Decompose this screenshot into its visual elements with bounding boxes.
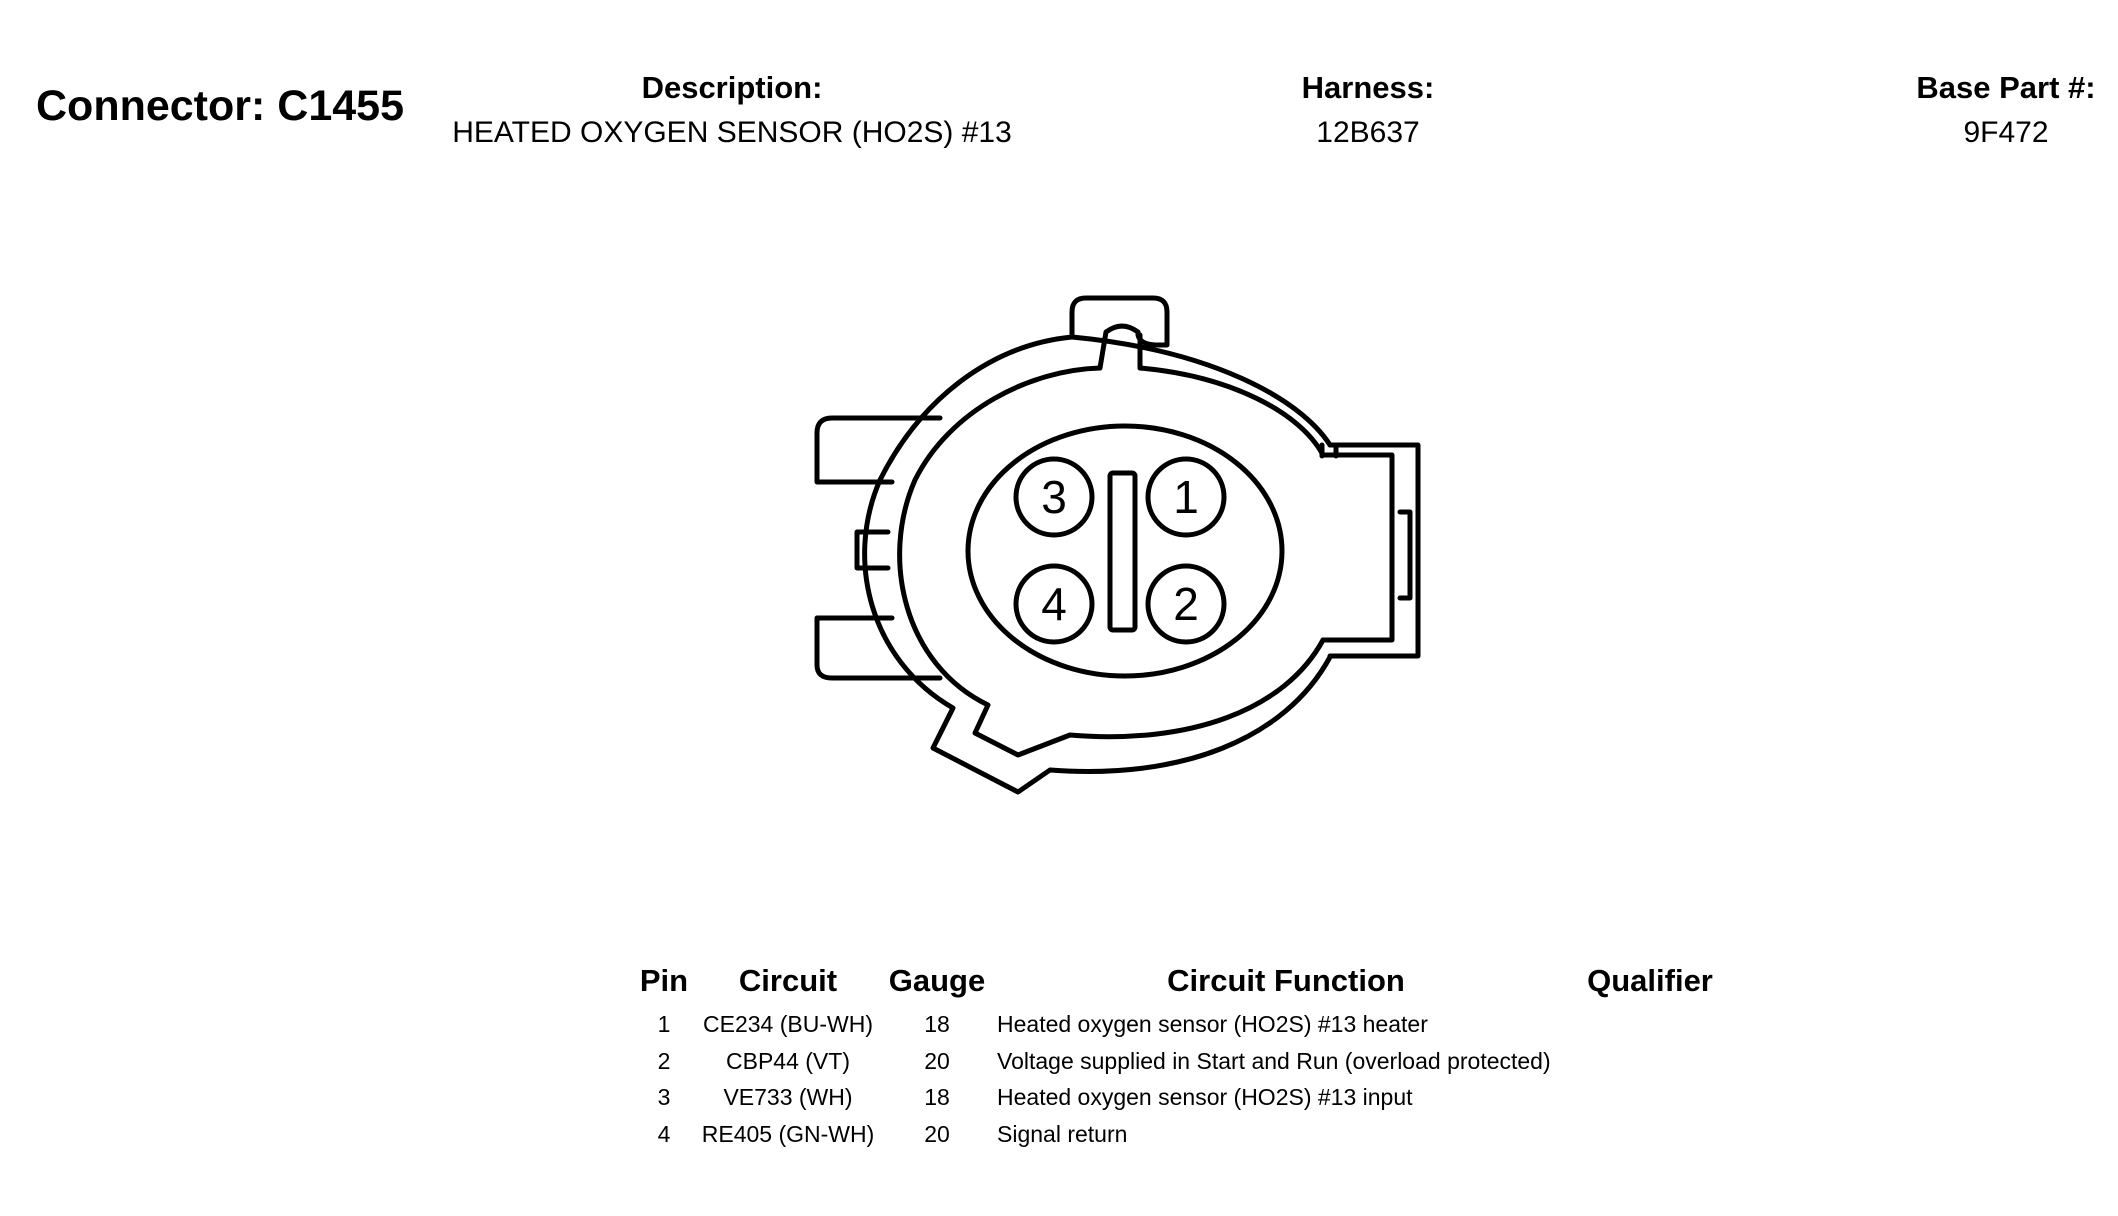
housing-outer-ring <box>865 337 1330 792</box>
gauge-cell: 20 <box>924 1048 950 1074</box>
function-cell: Heated oxygen sensor (HO2S) #13 input <box>997 1084 1413 1110</box>
pin-cell: 1 <box>657 1011 671 1037</box>
pin-field <box>968 426 1282 676</box>
right-latch-bar <box>1400 512 1410 598</box>
col-header-circuit: Circuit <box>738 963 838 998</box>
pin-1-label: 1 <box>1173 471 1199 523</box>
col-header-pin: Pin <box>639 963 689 998</box>
function-cell: Voltage supplied in Start and Run (overload protected) <box>997 1048 1551 1074</box>
pin-cell: 4 <box>657 1121 671 1147</box>
connector-label: Connector: <box>36 82 266 130</box>
circuit-cell: CE234 (BU-WH) <box>703 1011 873 1037</box>
harness-value: 12B637 <box>1316 116 1420 149</box>
circuit-cell: CBP44 (VT) <box>726 1048 850 1074</box>
pin-cell: 2 <box>657 1048 671 1074</box>
col-header-qualifier: Qualifier <box>1587 963 1713 998</box>
base-part-label: Base Part #: <box>1916 70 2096 105</box>
gauge-cell: 18 <box>924 1011 950 1037</box>
description-value: HEATED OXYGEN SENSOR (HO2S) #13 <box>452 116 1012 149</box>
pin-3-label: 3 <box>1041 471 1067 523</box>
base-part-value: 9F472 <box>1963 116 2049 149</box>
pin-cell: 3 <box>657 1084 671 1110</box>
circuit-cell: RE405 (GN-WH) <box>701 1121 875 1147</box>
center-divider <box>1110 473 1135 630</box>
function-cell: Signal return <box>997 1121 1128 1147</box>
col-header-gauge: Gauge <box>888 963 986 998</box>
description-label: Description: <box>641 70 823 105</box>
left-small-tab <box>857 532 888 568</box>
top-key-tab <box>1072 298 1167 368</box>
connector-id: C1455 <box>277 82 404 130</box>
right-latch <box>1322 445 1418 656</box>
circuit-cell: VE733 (WH) <box>723 1084 853 1110</box>
pin-2-label: 2 <box>1173 578 1199 630</box>
function-cell: Heated oxygen sensor (HO2S) #13 heater <box>997 1011 1428 1037</box>
gauge-cell: 18 <box>924 1084 950 1110</box>
pin-4-label: 4 <box>1041 578 1067 630</box>
harness-label: Harness: <box>1301 70 1435 105</box>
gauge-cell: 20 <box>924 1121 950 1147</box>
col-header-function: Circuit Function <box>1167 963 1405 998</box>
